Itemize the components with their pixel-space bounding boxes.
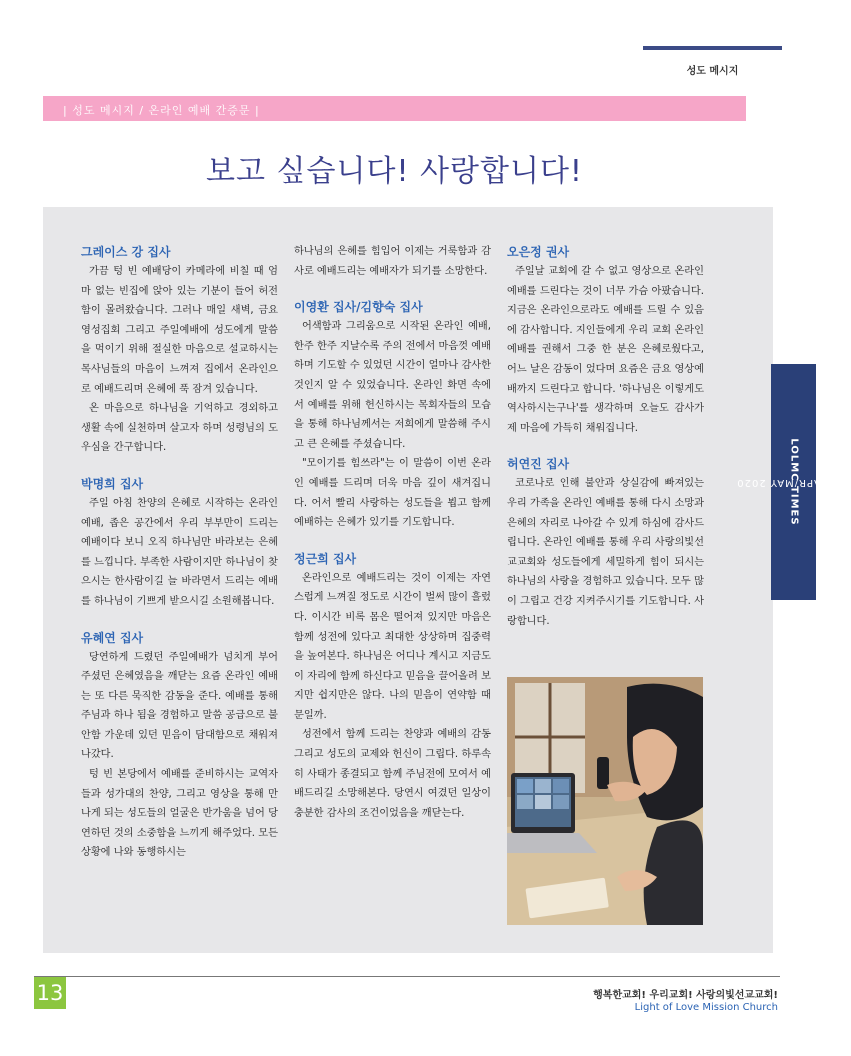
column-2 <box>294 242 491 823</box>
testimony-paragraph: 성전에서 함께 드리는 찬양과 예배의 감동 그리고 성도의 교제와 헌신이 그립다. 하루속히 사태가 종결되고 함께 주님전에 모여서 예배드리길 소망해본다. 당연시 여겼던 일상이 충분한 감사의 조건이었음을 깨닫는다. <box>294 729 491 819</box>
publication-name: LOLMC TIMES <box>788 438 799 526</box>
testimony-paragraph: 가끔 텅 빈 예배당이 카메라에 비칠 때 엄마 없는 빈집에 앉아 있는 기분이 들어 허전함이 몰려왔습니다. 그러나 매일 새벽, 금요영성집회 그리고 주일예배에 성도에게 말씀을 먹이기 위해 절실한 마음으로 설교하시는 목사님들의 마음이 느껴져 집에서 온라인으로 예배드리며 은혜에 푹 잠겨 있습니다. <box>81 266 278 395</box>
page-title: 보고 싶습니다! 사랑합니다! <box>206 154 583 189</box>
page-number: 13 <box>34 977 66 1009</box>
testimony-paragraph: "모이기를 힘쓰라"는 이 말씀이 이번 온라인 예배를 드리며 더욱 마음 깊이 새겨집니다. 어서 빨리 사랑하는 성도들을 뵙고 함께 예배하는 은혜가 있기를 기도합니다. <box>294 458 491 529</box>
testimony-paragraph: 온 마음으로 하나님을 기억하고 경외하고 생활 속에 실천하며 살고자 하며 성령님의 도우심을 간구합니다. <box>81 403 278 454</box>
footer-church-name: Light of Love Mission Church <box>634 1002 778 1013</box>
issue-side-tab <box>736 364 851 600</box>
column-1 <box>81 242 278 863</box>
category-banner <box>43 96 746 121</box>
testimony-paragraph: 하나님의 은혜를 힘입어 이제는 거룩함과 감사로 예배드리는 예배자가 되기를 소망한다. <box>294 246 491 277</box>
testimony-paragraph: 코로나로 인해 불안과 상실감에 빠져있는 우리 가족을 온라인 예배를 통해 다시 소망과 은혜의 자리로 나아갈 수 있게 하심에 감사드립니다. 온라인 예배를 통해 우리 사랑의빛선교교회와 성도들에게 세밀하게 힘이 되시는 하나님의 사랑을 경험하고 있습니다. 모두 많이 그립고 건강 지켜주시기를 기도합니다. 사랑합니다. <box>507 478 704 627</box>
footer-divider <box>34 976 780 977</box>
author-name: 유혜연 집사 <box>81 630 144 645</box>
testimony-paragraph: 당연하게 드렸던 주일예배가 넘치게 부어주셨던 은혜였음을 깨닫는 요즘 온라인 예배는 또 다른 묵직한 감동을 준다. 예배를 통해 주님과 하나 됨을 경험하고 말씀 공급으로 불안함 가운데 있던 믿음이 담대함으로 채워져 나갔다. <box>81 651 278 761</box>
testimony-paragraph: 어색함과 그리움으로 시작된 온라인 예배, 한주 한주 지날수록 주의 전에서 마음껏 예배하며 기도할 수 있었던 시간이 얼마나 감사한 것인지 알 수 있었습니다. 온라인 화면 속에서 예배를 위해 헌신하시는 목회자들의 모습을 통해 하나님께서는 저희에게 말씀해 주시고 큰 은혜를 주셨습니다. <box>294 321 491 450</box>
author-name: 정근희 집사 <box>294 551 357 566</box>
issue-side-tab-text <box>736 438 851 526</box>
author-name: 오은정 권사 <box>507 245 570 259</box>
worship-photo <box>507 677 703 925</box>
category-banner-text: | 성도 메시지 / 온라인 예배 간증문 | <box>63 104 260 117</box>
testimony-paragraph: 텅 빈 본당에서 예배를 준비하시는 교역자들과 성가대의 찬양, 그리고 영상을 통해 만나게 되는 성도들의 얼굴은 반가움을 넘어 당연하던 것의 소중함을 느끼게 해주었다. 모든 상황에 나와 동행하시는 <box>81 769 278 859</box>
header-accent-bar <box>643 46 782 50</box>
author-name: 그레이스 강 집사 <box>81 245 171 259</box>
author-name: 허연진 집사 <box>507 457 570 472</box>
testimony-paragraph: 주일날 교회에 갈 수 없고 영상으로 온라인 예배를 드린다는 것이 너무 가슴 아팠습니다. 지금은 온라인으로라도 예배를 드릴 수 있음에 감사합니다. 지인들에게 우리 교회 온라인 예배를 권해서 그중 한 분은 은혜로웠다고, 어느 날은 감동이 었다며 요즘은 금요 영상예배까지 드린다고 합니다. '하나님은 이렇게도 역사하시는구나'를 생각하며 오늘도 감사가 제 마음에 가득히 채워집니다. <box>507 266 704 434</box>
testimony-paragraph: 온라인으로 예배드리는 것이 이제는 자연스럽게 느껴질 정도로 시간이 벌써 많이 흘렀다. 이시간 비록 몸은 떨어져 있지만 마음은 함께 성전에 있다고 최대한 상상하며 집중력을 높여본다. 하나님은 어디나 계시고 지금도 이 자리에 함께 하신다고 믿음을 끌어올려 보지만 쉽지만은 않다. 나의 믿음이 연약함 때문일까. <box>294 572 491 721</box>
author-name: 박명희 집사 <box>81 476 144 491</box>
worship-photo-image <box>507 677 703 925</box>
footer-slogan: 행복한교회! 우리교회! 사랑의빛선교교회! <box>593 990 778 1001</box>
section-label: 성도 메시지 <box>686 66 739 77</box>
issue-date: MAR/APR/MAY 2020 <box>736 476 851 488</box>
column-3 <box>507 242 704 631</box>
testimony-paragraph: 주일 아침 찬양의 은혜로 시작하는 온라인 예배, 좁은 공간에서 우리 부부만이 드리는 예배이다 보니 오직 하나님만 바라보는 은혜를 느낍니다. 부족한 사람이지만 하나님이 찾으시는 한사람이길 늘 바라면서 드리는 예배를 하나님이 기쁘게 받으시길 소원해봅니다. <box>81 497 278 607</box>
author-name: 이영환 집사/김향숙 집사 <box>294 300 423 315</box>
